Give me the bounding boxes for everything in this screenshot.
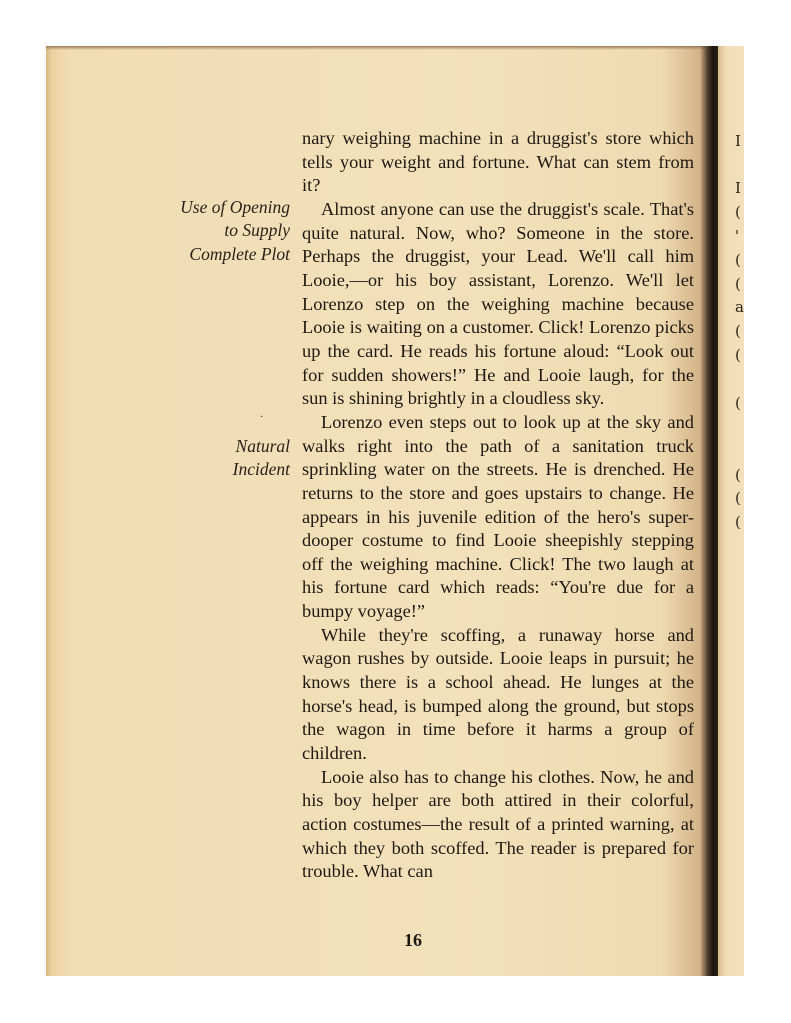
margin-note-line: Complete Plot (189, 243, 290, 264)
margin-note-incident (233, 435, 290, 482)
body-text (302, 127, 694, 884)
facing-letter: ( (735, 322, 741, 340)
facing-letter: I (735, 132, 741, 150)
facing-letter: I (735, 179, 741, 197)
paragraph: nary weighing machine in a druggist's store which tells your weight and fortune. What can stem from it? (302, 128, 694, 196)
facing-letter: ' (735, 227, 740, 245)
margin-note-line: Use of Opening (180, 197, 290, 217)
paragraph: Looie also has to change his clothes. Now, he and his boy helper are both attired in their colorful, action costumes—the result of a printed warning, at which they both scoffed. The reader is prepared for trouble. What can (302, 766, 694, 882)
facing-letter: ( (735, 489, 741, 507)
facing-page-edge (718, 46, 744, 976)
facing-letter: a (735, 298, 744, 316)
margin-note-line: Incident (232, 459, 290, 480)
facing-letter: ( (735, 513, 741, 531)
facing-letter: ( (735, 275, 741, 293)
margin-note-opening (180, 196, 290, 266)
facing-letter: ( (735, 251, 741, 269)
book-scan (46, 46, 744, 976)
margin-note-line: Natural (235, 436, 290, 456)
margin-note-line: to Supply (224, 220, 290, 241)
paragraph: Lorenzo even steps out to look up at the sky and walks right into the path of a sanitation truck sprinkling water on the streets. He is drenched. He returns to the store and goes upstairs to change. He appears in his juvenile edition of the hero's super-dooper costume to find Looie sheepishly stepping off the weighing machine. Click! The two laugh at his fortune card which reads: “You're due for a bumpy voyage!” (302, 411, 694, 622)
book-gutter (700, 46, 718, 976)
page-number: 16 (404, 930, 422, 950)
paragraph: Almost anyone can use the druggist's scale. That's quite natural. Now, who? Someone in the store. Perhaps the druggist, your Lead. We'll call him Looie,—or his boy assistant, Lorenzo. We'll let Lorenzo step on the weighing machine because Looie is waiting on a customer. Click! Lorenzo picks up the card. He reads his fortune aloud: “Look out for sudden showers!” He and Looie laugh, for the sun is shining brightly in a cloudless sky. (302, 198, 694, 409)
paragraph: While they're scoffing, a runaway horse and wagon rushes by outside. Looie leaps in pursuit; he knows there is a school ahead. He lunges at the horse's head, is bumped along the ground, but stops the wagon in time before it harms a group of children. (302, 624, 694, 764)
facing-letter: ( (735, 466, 741, 484)
facing-letter: ( (735, 394, 741, 412)
left-page (46, 46, 714, 976)
facing-letter: ( (735, 346, 741, 364)
margin-dot: · (260, 412, 264, 423)
facing-letter: ( (735, 203, 741, 221)
